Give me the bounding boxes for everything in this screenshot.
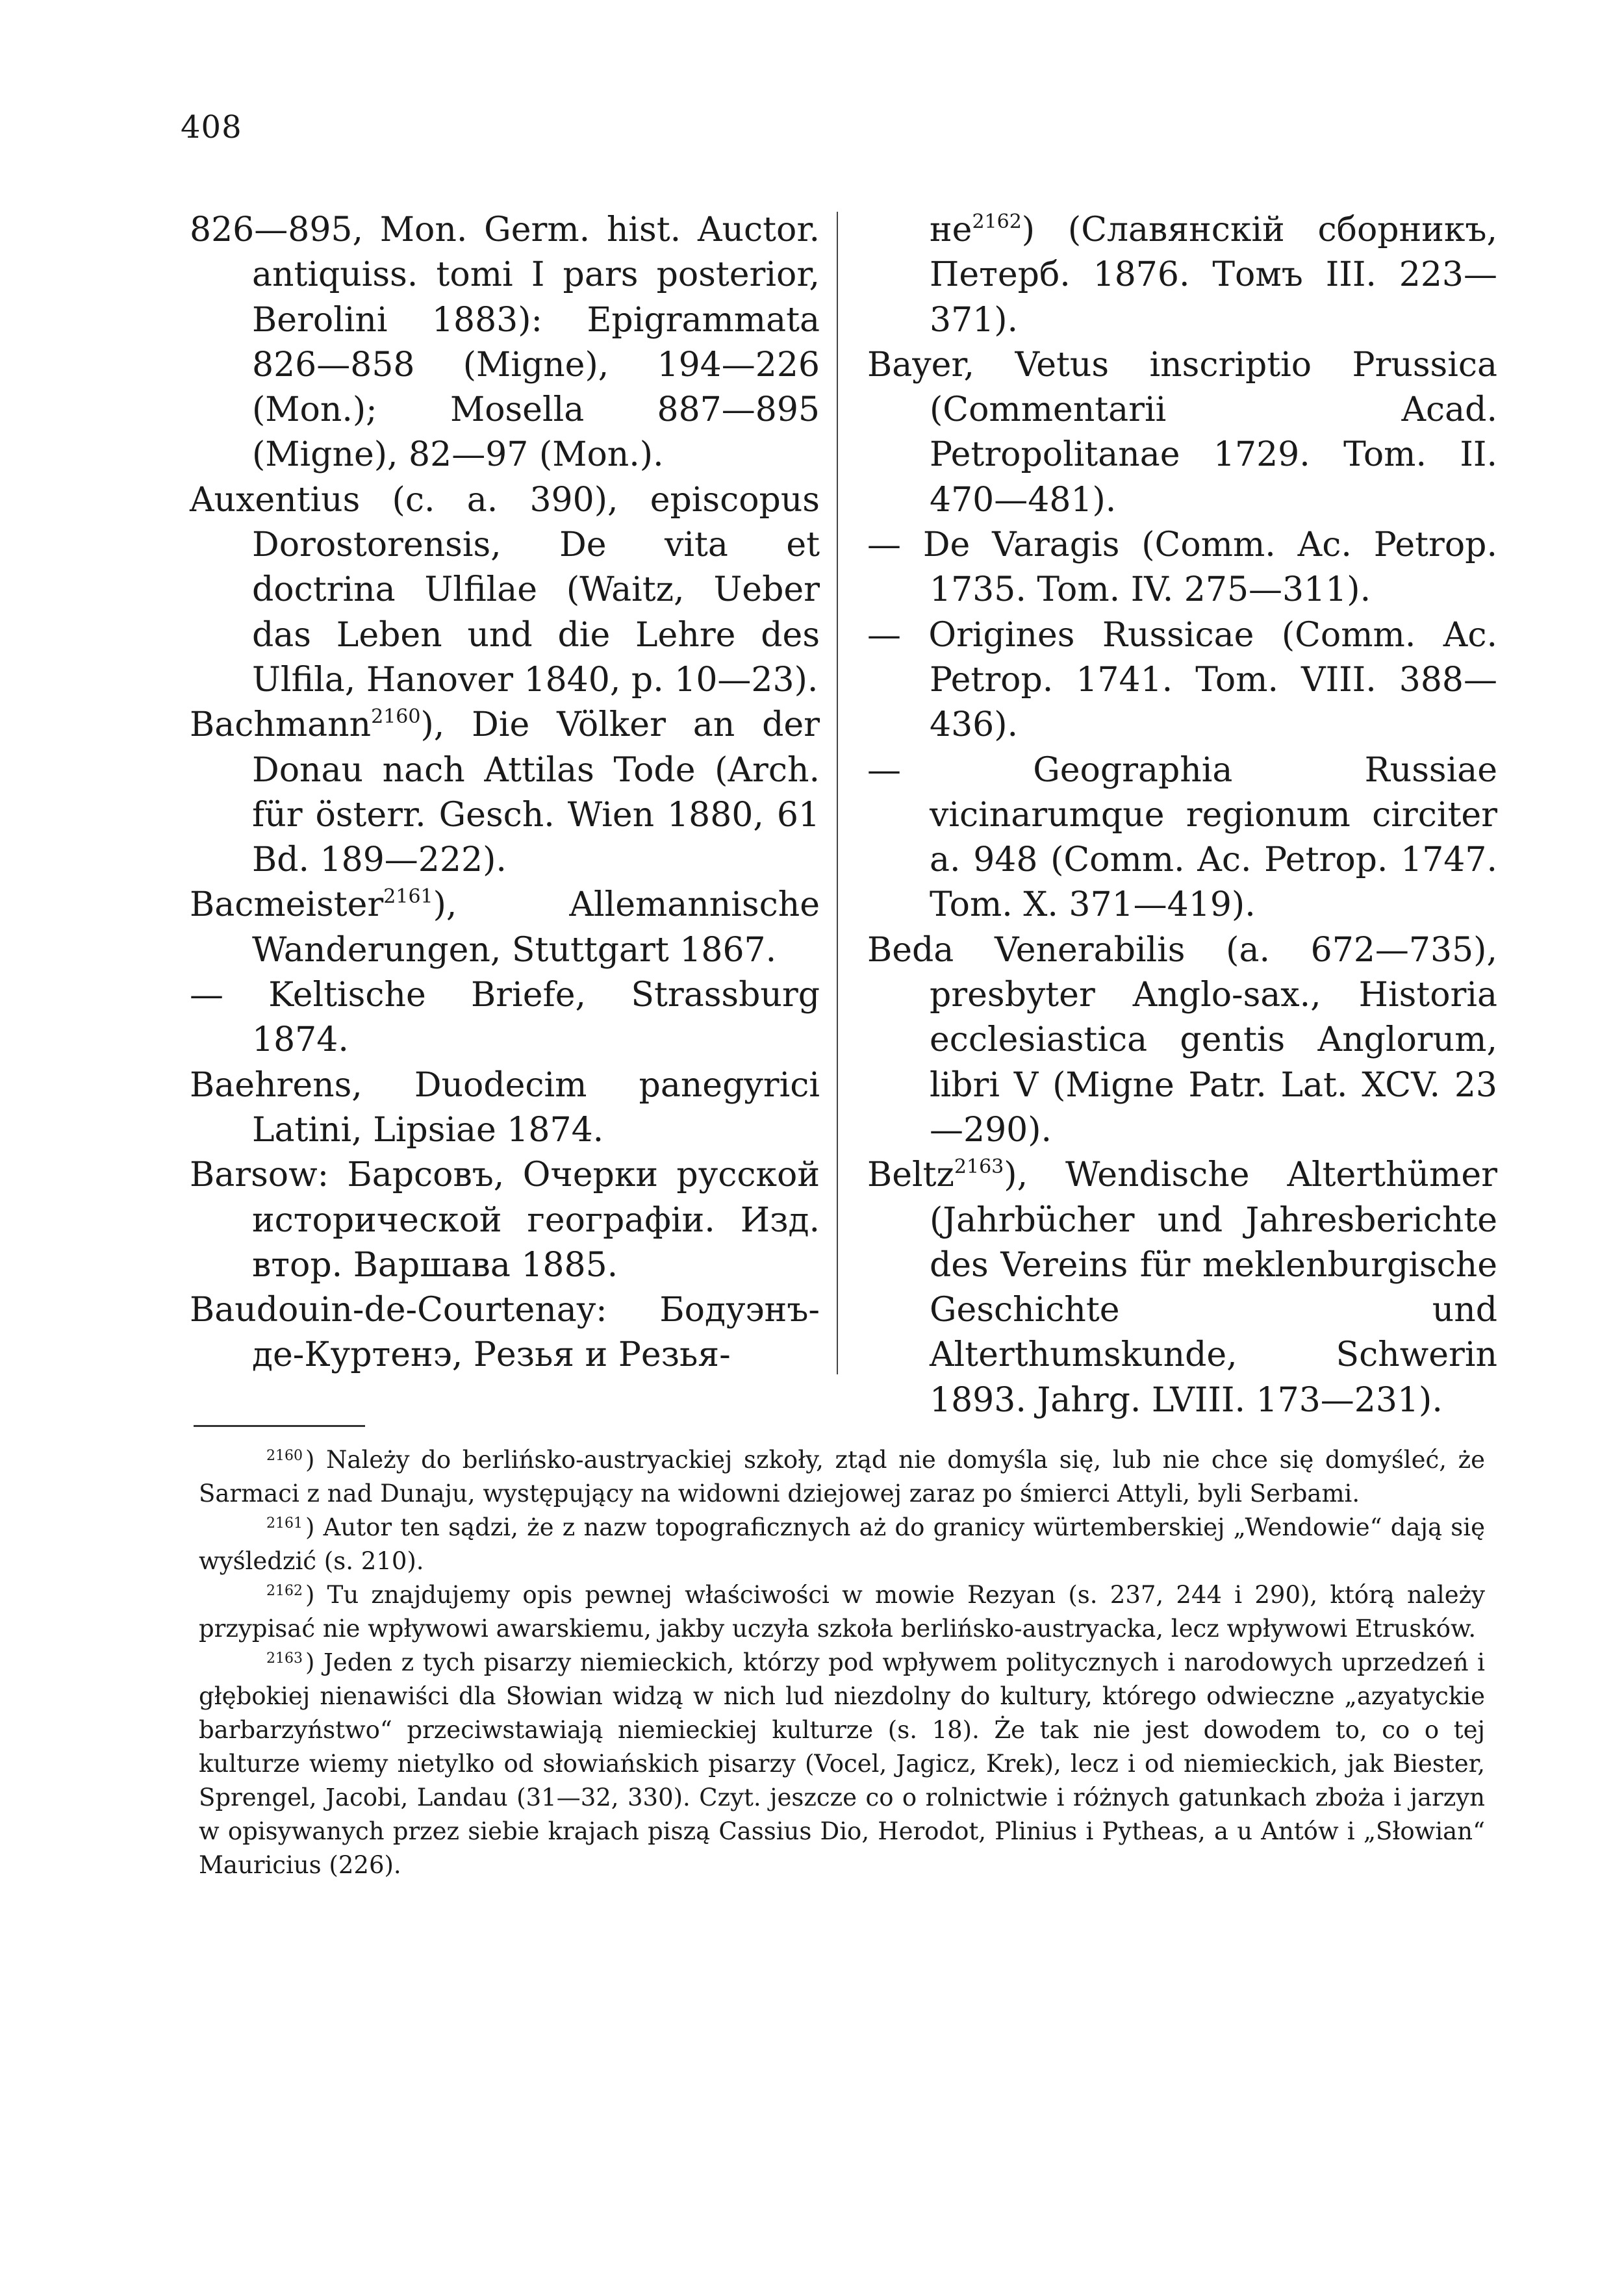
footnote-text: ) Jeden z tych pisarzy niemieckich, którzy pod wpływem politycznych i narodowych uprzedzeń i głębokiej nienawiści dla Słowian widzą w nich lud niezdolny do kultury, którego odwieczne „azyatyckie barbarzyństwo“ przeciwstawiają niemieckiej kulturze (s. 18). Że tak nie jest dowodem to, co o tej kulturze wiemy nietylko od słowiańskich pisarzy (Vocel, Jagicz, Krek), lecz i od niemieckich, jak Biester, Sprengel, Jacobi, Landau (31—32, 330). Czyt. jeszcze co o rolnictwie i różnych gatunkach zboża i jarzyn w opisywanych przez siebie krajach piszą Cassius Dio, Herodot, Plinius i Pytheas, a u Antów i „Słowian“ Mauricius (226). <box>199 1648 1485 1879</box>
entry-text: не <box>930 210 972 249</box>
entry-text: ), Wendische Alterthümer (Jahrbücher und Jahresberichte des Vereins für meklenburgische Geschichte und Alterthumskunde, Schwerin 1893. Jahrg. LVIII. 173—231). <box>930 1155 1497 1420</box>
footnote-ref: 2162 <box>972 210 1022 233</box>
entry-author: Beltz <box>867 1155 954 1195</box>
footnote-ref: 2161 <box>383 885 433 909</box>
entry-text: ) (Славянскій сборникъ, Петерб. 1876. Томъ III. 223—371). <box>930 210 1497 340</box>
footnote-text: ) Tu znajdujemy opis pewnej właściwości w mowie Rezyan (s. 237, 244 i 290), którą należy przypisać nie wpływowi awarskiemu, jakby uczyła szkoła berlińsko-austryacka, lecz wpływowi Etrusków. <box>199 1581 1485 1643</box>
bibliography-entry: Baudouin-de-Courtenay: Бодуэнъ-де-Куртенэ, Резья и Резья- <box>190 1291 820 1375</box>
bibliography-entry: — Keltische Briefe, Strassburg 1874. <box>190 976 820 1060</box>
bibliography-entry: Barsow: Барсовъ, Очерки русской исторической географіи. Изд. втор. Варшава 1885. <box>190 1155 820 1285</box>
footnote-number: 2161 <box>266 1515 303 1532</box>
bibliography-entry <box>190 883 820 973</box>
bibliography-entry: — Geographia Russiae vicinarumque regionum circiter a. 948 (Comm. Ac. Petrop. 1747. Tom. X. 371—419). <box>867 750 1497 925</box>
entry-author: Bacmeister <box>190 885 384 925</box>
entry-author: Bachmann <box>190 705 372 745</box>
column-divider <box>837 212 838 1374</box>
footnote <box>199 1443 1485 1511</box>
footnote <box>199 1578 1485 1646</box>
bibliography-entry <box>867 1153 1497 1423</box>
bibliography-entry: Beda Venerabilis (a. 672—735), presbyter Anglo-sax., Historia ecclesiastica gentis Anglorum, libri V (Migne Patr. Lat. XCV. 23—290). <box>867 930 1497 1150</box>
entry-text: ), Die Völker an der Donau nach Attilas Tode (Arch. für österr. Gesch. Wien 1880, 61 Bd. 189—222). <box>252 705 820 880</box>
bibliography-entry: Baehrens, Duodecim panegyrici Latini, Lipsiae 1874. <box>190 1065 820 1150</box>
footnote-divider <box>194 1425 365 1427</box>
footnote-number: 2162 <box>266 1583 303 1599</box>
footnote <box>199 1646 1485 1882</box>
footnote-ref: 2160 <box>371 705 421 729</box>
bibliography-entry <box>190 703 820 883</box>
bibliography-entry: — Origines Russicae (Comm. Ac. Petrop. 1741. Tom. VIII. 388—436). <box>867 615 1497 745</box>
footnotes <box>199 1443 1485 1882</box>
entry-text: ), Allemannische Wanderungen, Stuttgart 1867. <box>252 885 820 970</box>
left-column <box>190 208 820 1378</box>
footnote <box>199 1511 1485 1578</box>
footnote-number: 2160 <box>266 1448 303 1464</box>
footnote-text: ) Należy do berlińsko-austryackiej szkoły, ztąd nie domyśla się, lub nie chce się domyśleć, że Sarmaci z nad Dunaju, występujący na widowni dziejowej zaraz po śmierci Attyli, byli Serbami. <box>199 1446 1485 1508</box>
footnote-number: 2163 <box>266 1650 303 1667</box>
footnote-text: ) Autor ten sądzi, że z nazw topograficznych aż do granicy würtemberskiej „Wendowie“ dają się wyśledzić (s. 210). <box>199 1513 1485 1575</box>
page-number: 408 <box>181 109 242 145</box>
bibliography-entry: 826—895, Mon. Germ. hist. Auctor. antiquiss. tomi I pars posterior, Berolini 1883): Epigrammata 826—858 (Migne), 194—226 (Mon.); Mosella 887—895 (Migne), 82—97 (Mon.). <box>190 210 820 475</box>
bibliography-entry: Bayer, Vetus inscriptio Prussica (Commentarii Acad. Petropolitanae 1729. Tom. II. 470—481). <box>867 345 1497 520</box>
bibliography-entry <box>867 208 1497 343</box>
bibliography-entry: Auxentius (c. a. 390), episcopus Dorostorensis, De vita et doctrina Ulfilae (Waitz, Ueber das Leben und die Lehre des Ulfila, Hanover 1840, p. 10—23). <box>190 480 820 700</box>
bibliography-entry: — De Varagis (Comm. Ac. Petrop. 1735. Tom. IV. 275—311). <box>867 525 1497 610</box>
right-column <box>867 208 1497 1423</box>
footnote-ref: 2163 <box>954 1155 1004 1179</box>
